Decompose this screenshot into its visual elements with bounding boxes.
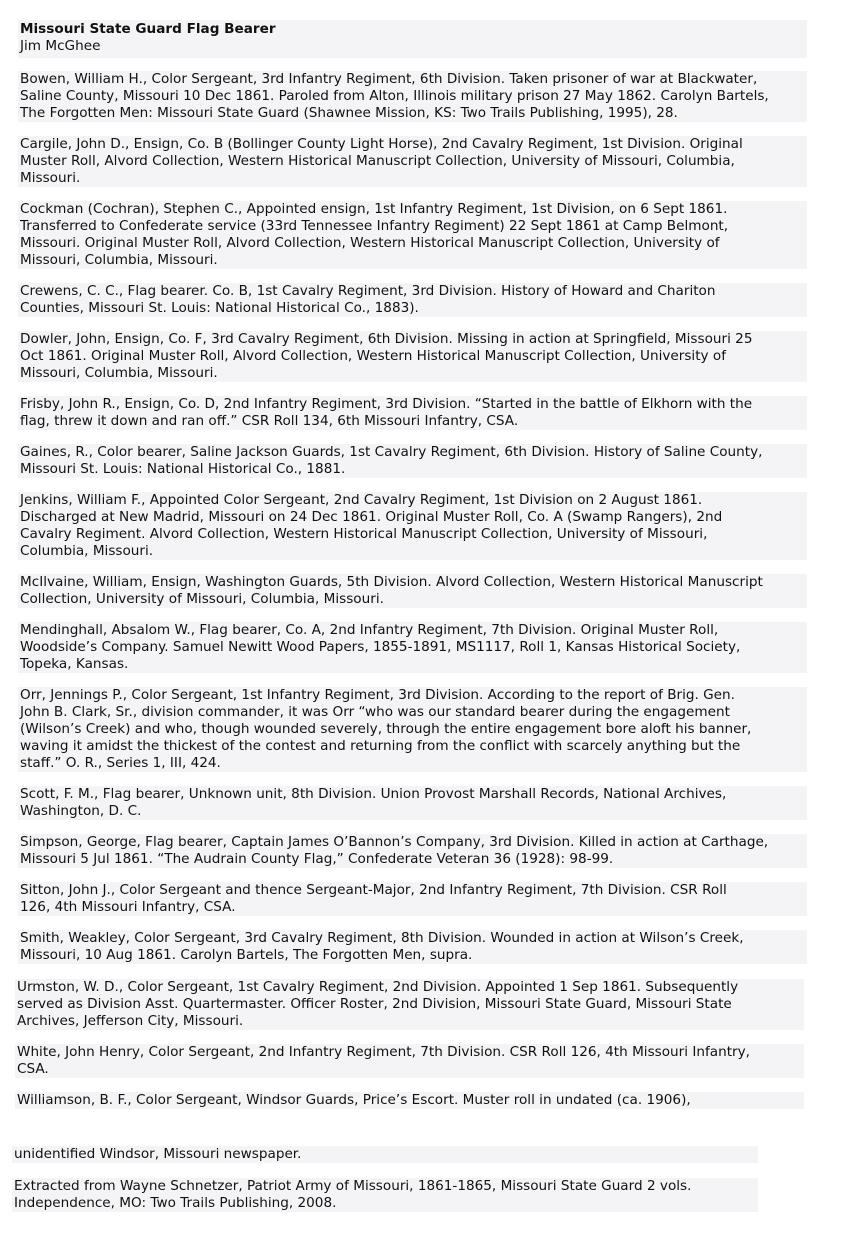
entry-line: Columbia, Missouri.: [20, 543, 154, 559]
entry-block: [15, 979, 804, 1030]
entry-line: McIlvaine, William, Ensign, Washington Guards, 5th Division. Alvord Collection, Western Historical Manuscript: [20, 574, 763, 590]
entry-line: Cavalry Regiment. Alvord Collection, Western Historical Manuscript Collection, University of Missouri,: [20, 526, 708, 542]
entry-block: [18, 444, 807, 478]
entry-block: [18, 396, 807, 430]
entry-line: Jenkins, William F., Appointed Color Sergeant, 2nd Cavalry Regiment, 1st Division on 2 August 1861.: [20, 492, 703, 508]
entry-block: [15, 1092, 804, 1109]
entry-line: Crewens, C. C., Flag bearer. Co. B, 1st Cavalry Regiment, 3rd Division. History of Howard and Chariton: [20, 283, 716, 299]
entry-block: [18, 136, 807, 187]
entry-block: [12, 1178, 758, 1212]
entry-line: Discharged at New Madrid, Missouri on 24 Dec 1861. Original Muster Roll, Co. A (Swamp Rangers), 2nd: [20, 509, 723, 525]
entry-line: staff.” O. R., Series 1, III, 424.: [20, 755, 221, 771]
title-block: [18, 20, 807, 58]
entry-line: Oct 1861. Original Muster Roll, Alvord Collection, Western Historical Manuscript Collection, University of: [20, 348, 727, 364]
entry-line: Missouri, Columbia, Missouri.: [20, 365, 218, 381]
entry-line: Cockman (Cochran), Stephen C., Appointed ensign, 1st Infantry Regiment, 1st Division, on 6 Sept 1861.: [20, 201, 728, 217]
entry-line: Muster Roll, Alvord Collection, Western Historical Manuscript Collection, University of Missouri, Columbia,: [20, 153, 735, 169]
entry-block: [18, 71, 807, 122]
entry-block: [18, 882, 807, 916]
entry-line: Washington, D. C.: [20, 803, 142, 819]
entry-block: [15, 1044, 804, 1078]
entry-line: Extracted from Wayne Schnetzer, Patriot Army of Missouri, 1861-1865, Missouri State Guard 2 vols.: [14, 1178, 692, 1194]
entry-line: Cargile, John D., Ensign, Co. B (Bollinger County Light Horse), 2nd Cavalry Regiment, 1st Division. Original: [20, 136, 743, 152]
entry-line: Saline County, Missouri 10 Dec 1861. Paroled from Alton, Illinois military prison 27 May 1862. Carolyn Bartels,: [20, 88, 769, 104]
entry-line: (Wilson’s Creek) and who, though wounded severely, through the entire engagement bore aloft his banner,: [20, 721, 752, 737]
entry-block: [12, 1146, 758, 1163]
document-title: Missouri State Guard Flag Bearer: [20, 21, 276, 37]
entry-line: unidentified Windsor, Missouri newspaper.: [14, 1146, 302, 1162]
entry-line: The Forgotten Men: Missouri State Guard (Shawnee Mission, KS: Two Trails Publishing, 1995), 28.: [20, 105, 678, 121]
entry-line: waving it amidst the thickest of the contest and returning from the conflict with scarcely anything but the: [20, 738, 741, 754]
entry-line: Williamson, B. F., Color Sergeant, Windsor Guards, Price’s Escort. Muster roll in undated (ca. 1906),: [17, 1092, 691, 1108]
entry-line: Collection, University of Missouri, Columbia, Missouri.: [20, 591, 384, 607]
entry-line: Missouri, 10 Aug 1861. Carolyn Bartels, The Forgotten Men, supra.: [20, 947, 473, 963]
entry-block: [18, 574, 807, 608]
entry-block: [18, 786, 807, 820]
entry-line: Woodside’s Company. Samuel Newitt Wood Papers, 1855-1891, MS1117, Roll 1, Kansas Historical Society,: [20, 639, 741, 655]
entry-line: served as Division Asst. Quartermaster. Officer Roster, 2nd Division, Missouri State Guard, Missouri State: [17, 996, 732, 1012]
entry-block: [18, 201, 807, 269]
entry-line: CSA.: [17, 1061, 49, 1077]
entry-line: Missouri, Columbia, Missouri.: [20, 252, 218, 268]
entry-line: Independence, MO: Two Trails Publishing, 2008.: [14, 1195, 337, 1211]
entry-line: Scott, F. M., Flag bearer, Unknown unit, 8th Division. Union Provost Marshall Records, National Archives,: [20, 786, 727, 802]
entry-line: Simpson, George, Flag bearer, Captain James O’Bannon’s Company, 3rd Division. Killed in action at Carthage,: [20, 834, 769, 850]
entry-line: Archives, Jefferson City, Missouri.: [17, 1013, 244, 1029]
entry-line: 126, 4th Missouri Infantry, CSA.: [20, 899, 236, 915]
entry-block: [18, 331, 807, 382]
entry-line: Missouri St. Louis: National Historical Co., 1881.: [20, 461, 346, 477]
entry-line: Missouri. Original Muster Roll, Alvord Collection, Western Historical Manuscript Collection, University of: [20, 235, 720, 251]
entry-line: Missouri.: [20, 170, 81, 186]
entry-block: [18, 834, 807, 868]
entry-line: John B. Clark, Sr., division commander, it was Orr “who was our standard bearer during the engagement: [20, 704, 730, 720]
entry-line: White, John Henry, Color Sergeant, 2nd Infantry Regiment, 7th Division. CSR Roll 126, 4th Missouri Infantry,: [17, 1044, 750, 1060]
entry-line: Frisby, John R., Ensign, Co. D, 2nd Infantry Regiment, 3rd Division. “Started in the battle of Elkhorn with the: [20, 396, 753, 412]
entry-block: [18, 492, 807, 560]
entry-line: Counties, Missouri St. Louis: National Historical Co., 1883).: [20, 300, 419, 316]
document-author: Jim McGhee: [20, 38, 101, 54]
entry-line: Missouri 5 Jul 1861. “The Audrain County Flag,” Confederate Veteran 36 (1928): 98-99.: [20, 851, 614, 867]
entry-line: Transferred to Confederate service (33rd Tennessee Infantry Regiment) 22 Sept 1861 at Camp Belmont,: [20, 218, 729, 234]
entry-line: Bowen, William H., Color Sergeant, 3rd Infantry Regiment, 6th Division. Taken prisoner of war at Blackwater,: [20, 71, 758, 87]
entry-line: Orr, Jennings P., Color Sergeant, 1st Infantry Regiment, 3rd Division. According to the report of Brig. Gen.: [20, 687, 735, 703]
entry-block: [18, 283, 807, 317]
entry-line: Topeka, Kansas.: [20, 656, 129, 672]
entry-line: Mendinghall, Absalom W., Flag bearer, Co. A, 2nd Infantry Regiment, 7th Division. Original Muster Roll,: [20, 622, 719, 638]
entry-line: flag, threw it down and ran off.” CSR Roll 134, 6th Missouri Infantry, CSA.: [20, 413, 519, 429]
entry-line: Gaines, R., Color bearer, Saline Jackson Guards, 1st Cavalry Regiment, 6th Division. History of Saline County,: [20, 444, 763, 460]
entry-line: Dowler, John, Ensign, Co. F, 3rd Cavalry Regiment, 6th Division. Missing in action at Springfield, Missouri 25: [20, 331, 753, 347]
entry-block: [18, 622, 807, 673]
entry-line: Urmston, W. D., Color Sergeant, 1st Cavalry Regiment, 2nd Division. Appointed 1 Sep 1861. Subsequently: [17, 979, 739, 995]
entry-block: [18, 930, 807, 964]
entry-line: Sitton, John J., Color Sergeant and thence Sergeant-Major, 2nd Infantry Regiment, 7th Division. CSR Roll: [20, 882, 727, 898]
entry-block: [18, 687, 807, 772]
entry-line: Smith, Weakley, Color Sergeant, 3rd Cavalry Regiment, 8th Division. Wounded in action at Wilson’s Creek,: [20, 930, 744, 946]
